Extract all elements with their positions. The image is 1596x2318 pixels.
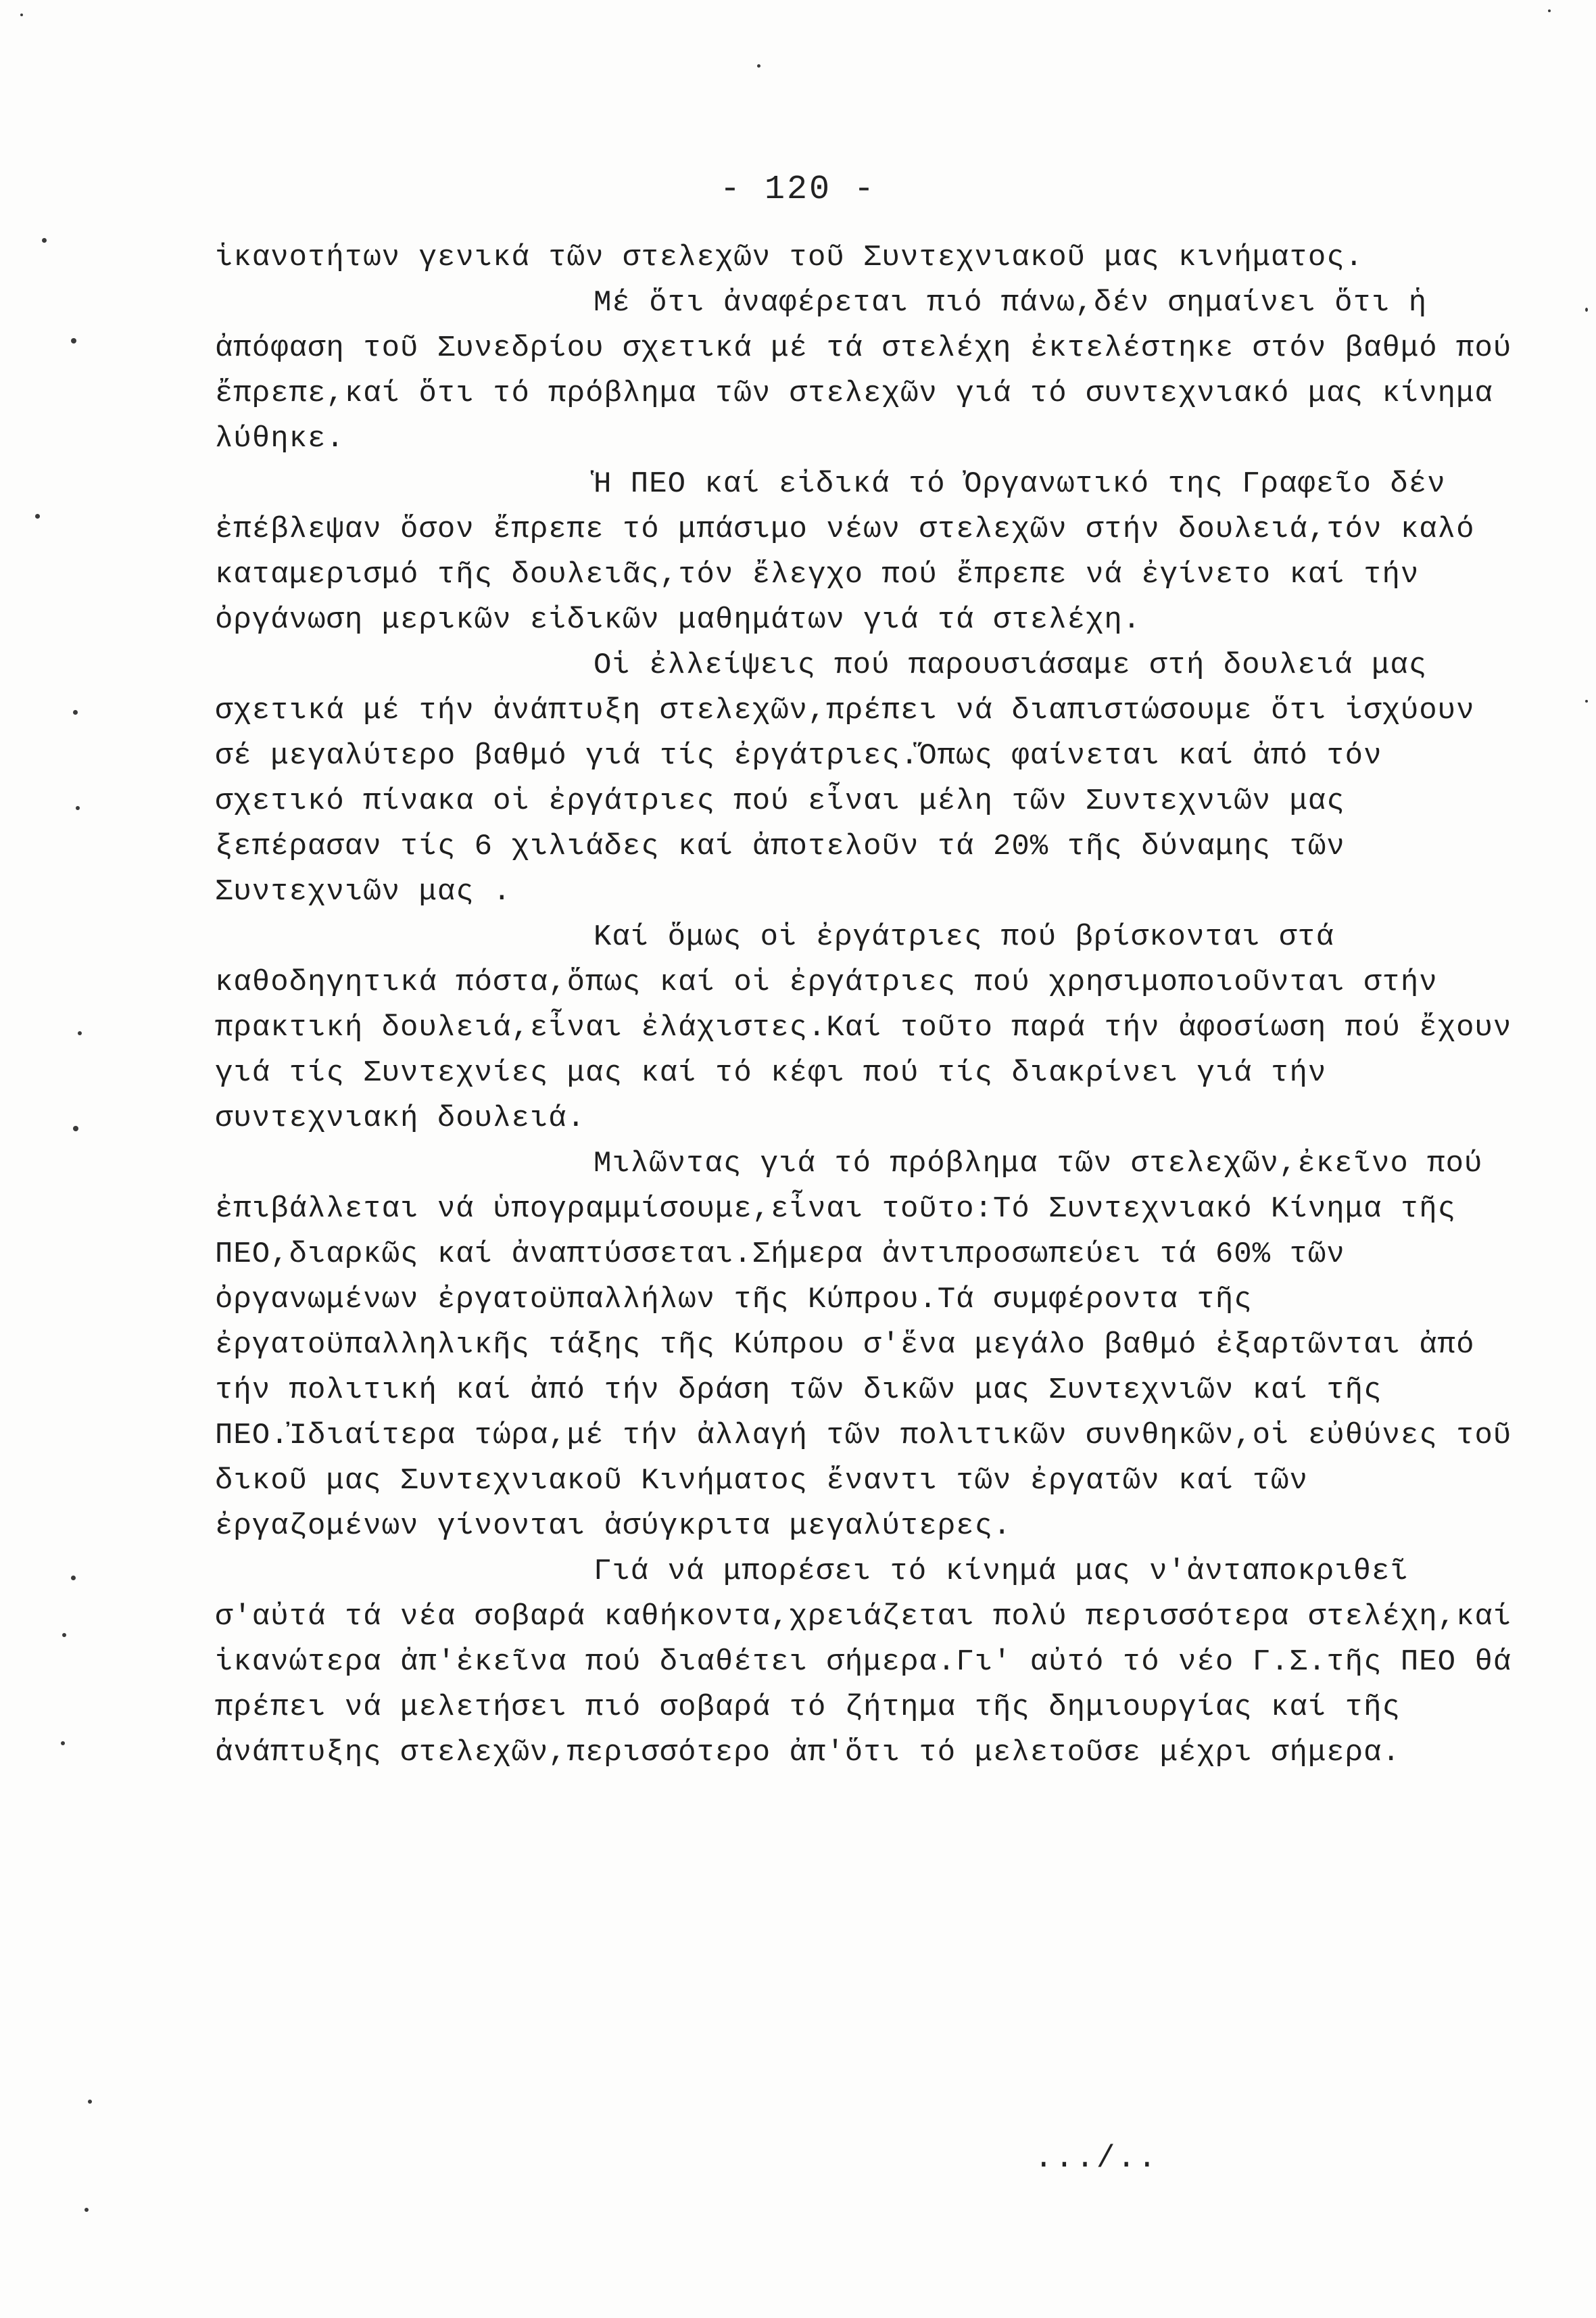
scan-speck [1585,308,1588,312]
scan-speck [78,1031,82,1035]
paragraph-5: Καί ὅμως οἱ ἐργάτριες πού βρίσκονται στά καθοδηγητικά πόστα,ὅπως καί οἱ ἐργάτριες πού χρησιμοποιοῦνται στήν πρακτική δουλειά,εἶναι ἐλάχιστες.Καί τοῦτο παρά τήν ἀφοσίωση πού ἔχουν γιά τίς Συντεχνίες μας καί τό κέφι πού τίς διακρίνει γιά τήν συντεχνιακή δουλειά. [215,920,1530,1135]
paragraph-6: Μιλῶντας γιά τό πρόβλημα τῶν στελεχῶν,ἐκεῖνο πού ἐπιβάλλεται νά ὑπογραμμίσουμε,εἶναι τοῦτο:Τό Συντεχνιακό Κίνημα τῆς ΠΕΟ,διαρκῶς καί ἀναπτύσσεται.Σήμερα ἀντιπροσωπεύει τά 60% τῶν ὀργανωμένων ἐργατοϋπαλλήλων τῆς Κύπρου.Τά συμφέροντα τῆς ἐργατοϋπαλληλικῆς τάξης τῆς Κύπρου σ'ἕνα μεγάλο βαθμό ἐξαρτῶνται ἀπό τήν πολιτική καί ἀπό τήν δράση τῶν δικῶν μας Συντεχνιῶν καί τῆς ΠΕΟ.Ἰδιαίτερα τώρα,μέ τήν ἀλλαγή τῶν πολιτικῶν συνθηκῶν,οἱ εὐθύνες τοῦ δικοῦ μας Συντεχνιακοῦ Κινήματος ἔναντι τῶν ἐργατῶν καί τῶν ἐργαζομένων γίνονται ἀσύγκριτα μεγαλύτερες. [215,1147,1530,1543]
document-body [215,235,1530,1776]
paragraph-2: Μέ ὅτι ἀναφέρεται πιό πάνω,δέν σημαίνει ὅτι ἡ ἀπόφαση τοῦ Συνεδρίου σχετικά μέ τά στελέχη ἐκτελέστηκε στόν βαθμό πού ἔπρεπε,καί ὅτι τό πρόβλημα τῶν στελεχῶν γιά τό συντεχνιακό μας κίνημα λύθηκε. [215,286,1530,456]
scan-speck [88,2100,92,2104]
page-number: - 120 - [719,170,877,209]
scan-speck [35,514,40,519]
scan-speck [76,806,80,810]
paragraph-3: Ἡ ΠΕΟ καί εἰδικά τό Ὀργανωτικό της Γραφεῖο δέν ἐπέβλεψαν ὅσον ἔπρεπε τό μπάσιμο νέων στελεχῶν στήν δουλειά,τόν καλό καταμερισμό τῆς δουλειᾶς,τόν ἔλεγχο πού ἔπρεπε νά ἐγίνετο καί τήν ὀργάνωση μερικῶν εἰδικῶν μαθημάτων γιά τά στελέχη. [215,467,1493,637]
scan-speck [757,64,760,68]
scan-speck [61,1741,65,1745]
scan-speck [84,2208,89,2212]
continuation-mark: .../.. [1034,2141,1159,2176]
paragraph-4: Οἱ ἐλλείψεις πού παρουσιάσαμε στή δουλειά μας σχετικά μέ τήν ἀνάπτυξη στελεχῶν,πρέπει νά διαπιστώσουμε ὅτι ἰσχύουν σέ μεγαλύτερο βαθμό γιά τίς ἐργάτριες.Ὅπως φαίνεται καί ἀπό τόν σχετικό πίνακα οἱ ἐργάτριες πού εἶναι μέλη τῶν Συντεχνιῶν μας ξεπέρασαν τίς 6 χιλιάδες καί ἀποτελοῦν τά 20% τῆς δύναμης τῶν Συντεχνιῶν μας . [215,648,1493,909]
scan-speck [1548,9,1551,12]
scan-speck [20,14,23,16]
scan-speck [62,1633,66,1637]
scan-speck [1585,700,1588,703]
paragraph-1: ἱκανοτήτων γενικά τῶν στελεχῶν τοῦ Συντεχνιακοῦ μας κινήματος. [215,241,1364,275]
scan-speck [42,238,47,243]
scan-speck [71,338,76,344]
scan-speck [73,710,78,715]
paragraph-7: Γιά νά μπορέσει τό κίνημά μας ν'ἀνταποκριθεῖ σ'αὐτά τά νέα σοβαρά καθήκοντα,χρειάζεται πολύ περισσότερα στελέχη,καί ἱκανώτερα ἀπ'ἐκεῖνα πού διαθέτει σήμερα.Γι' αὐτό τό νέο Γ.Σ.τῆς ΠΕΟ θά πρέπει νά μελετήσει πιό σοβαρά τό ζήτημα τῆς δημιουργίας καί τῆς ἀνάπτυξης στελεχῶν,περισσότερο ἀπ'ὅτι τό μελετοῦσε μέχρι σήμερα. [215,1555,1530,1770]
scan-speck [71,1576,76,1580]
scan-speck [73,1126,78,1131]
